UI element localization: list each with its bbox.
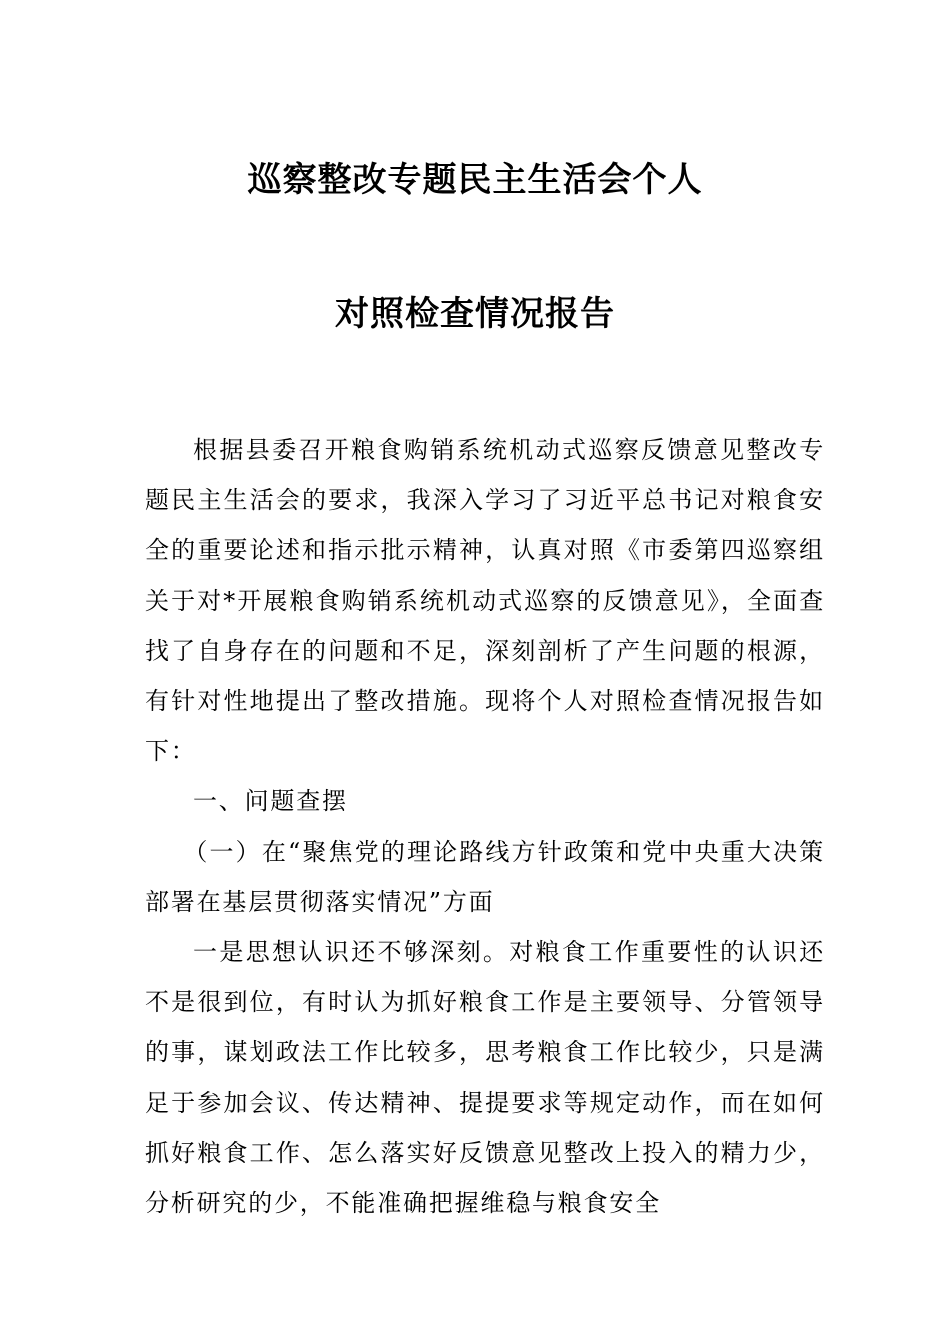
section-heading-problems: 一、问题查摆 xyxy=(193,787,348,816)
paragraph-intro: 根据县委召开粮食购销系统机动式巡察反馈意见整改专题民主生活会的要求，我深入学习了习近平总书记对粮食安全的重要论述和指示批示精神，认真对照《市委第四巡察组关于对*开展粮食购销系统机动式巡察的反馈意见》，全面查找了自身存在的问题和不足，深刻剖析了产生问题的根源，有针对性地提出了整改措施。现将个人对照检查情况报告如下： xyxy=(145,436,825,766)
document-body xyxy=(145,425,825,1228)
subsection-heading-1: （一）在“聚焦党的理论路线方针政策和党中央重大决策部署在基层贯彻落实情况”方面 xyxy=(145,837,825,916)
paragraph-point-1: 一是思想认识还不够深刻。对粮食工作重要性的认识还不是很到位，有时认为抓好粮食工作是主要领导、分管领导的事，谋划政法工作比较多，思考粮食工作比较少，只是满足于参加会议、传达精神、提提要求等规定动作，而在如何抓好粮食工作、怎么落实好反馈意见整改上投入的精力少，分析研究的少，不能准确把握维稳与粮食安全 xyxy=(145,938,825,1218)
document-title-line-2: 对照检查情况报告 xyxy=(335,294,615,334)
document-title-line-1: 巡察整改专题民主生活会个人 xyxy=(247,160,703,200)
